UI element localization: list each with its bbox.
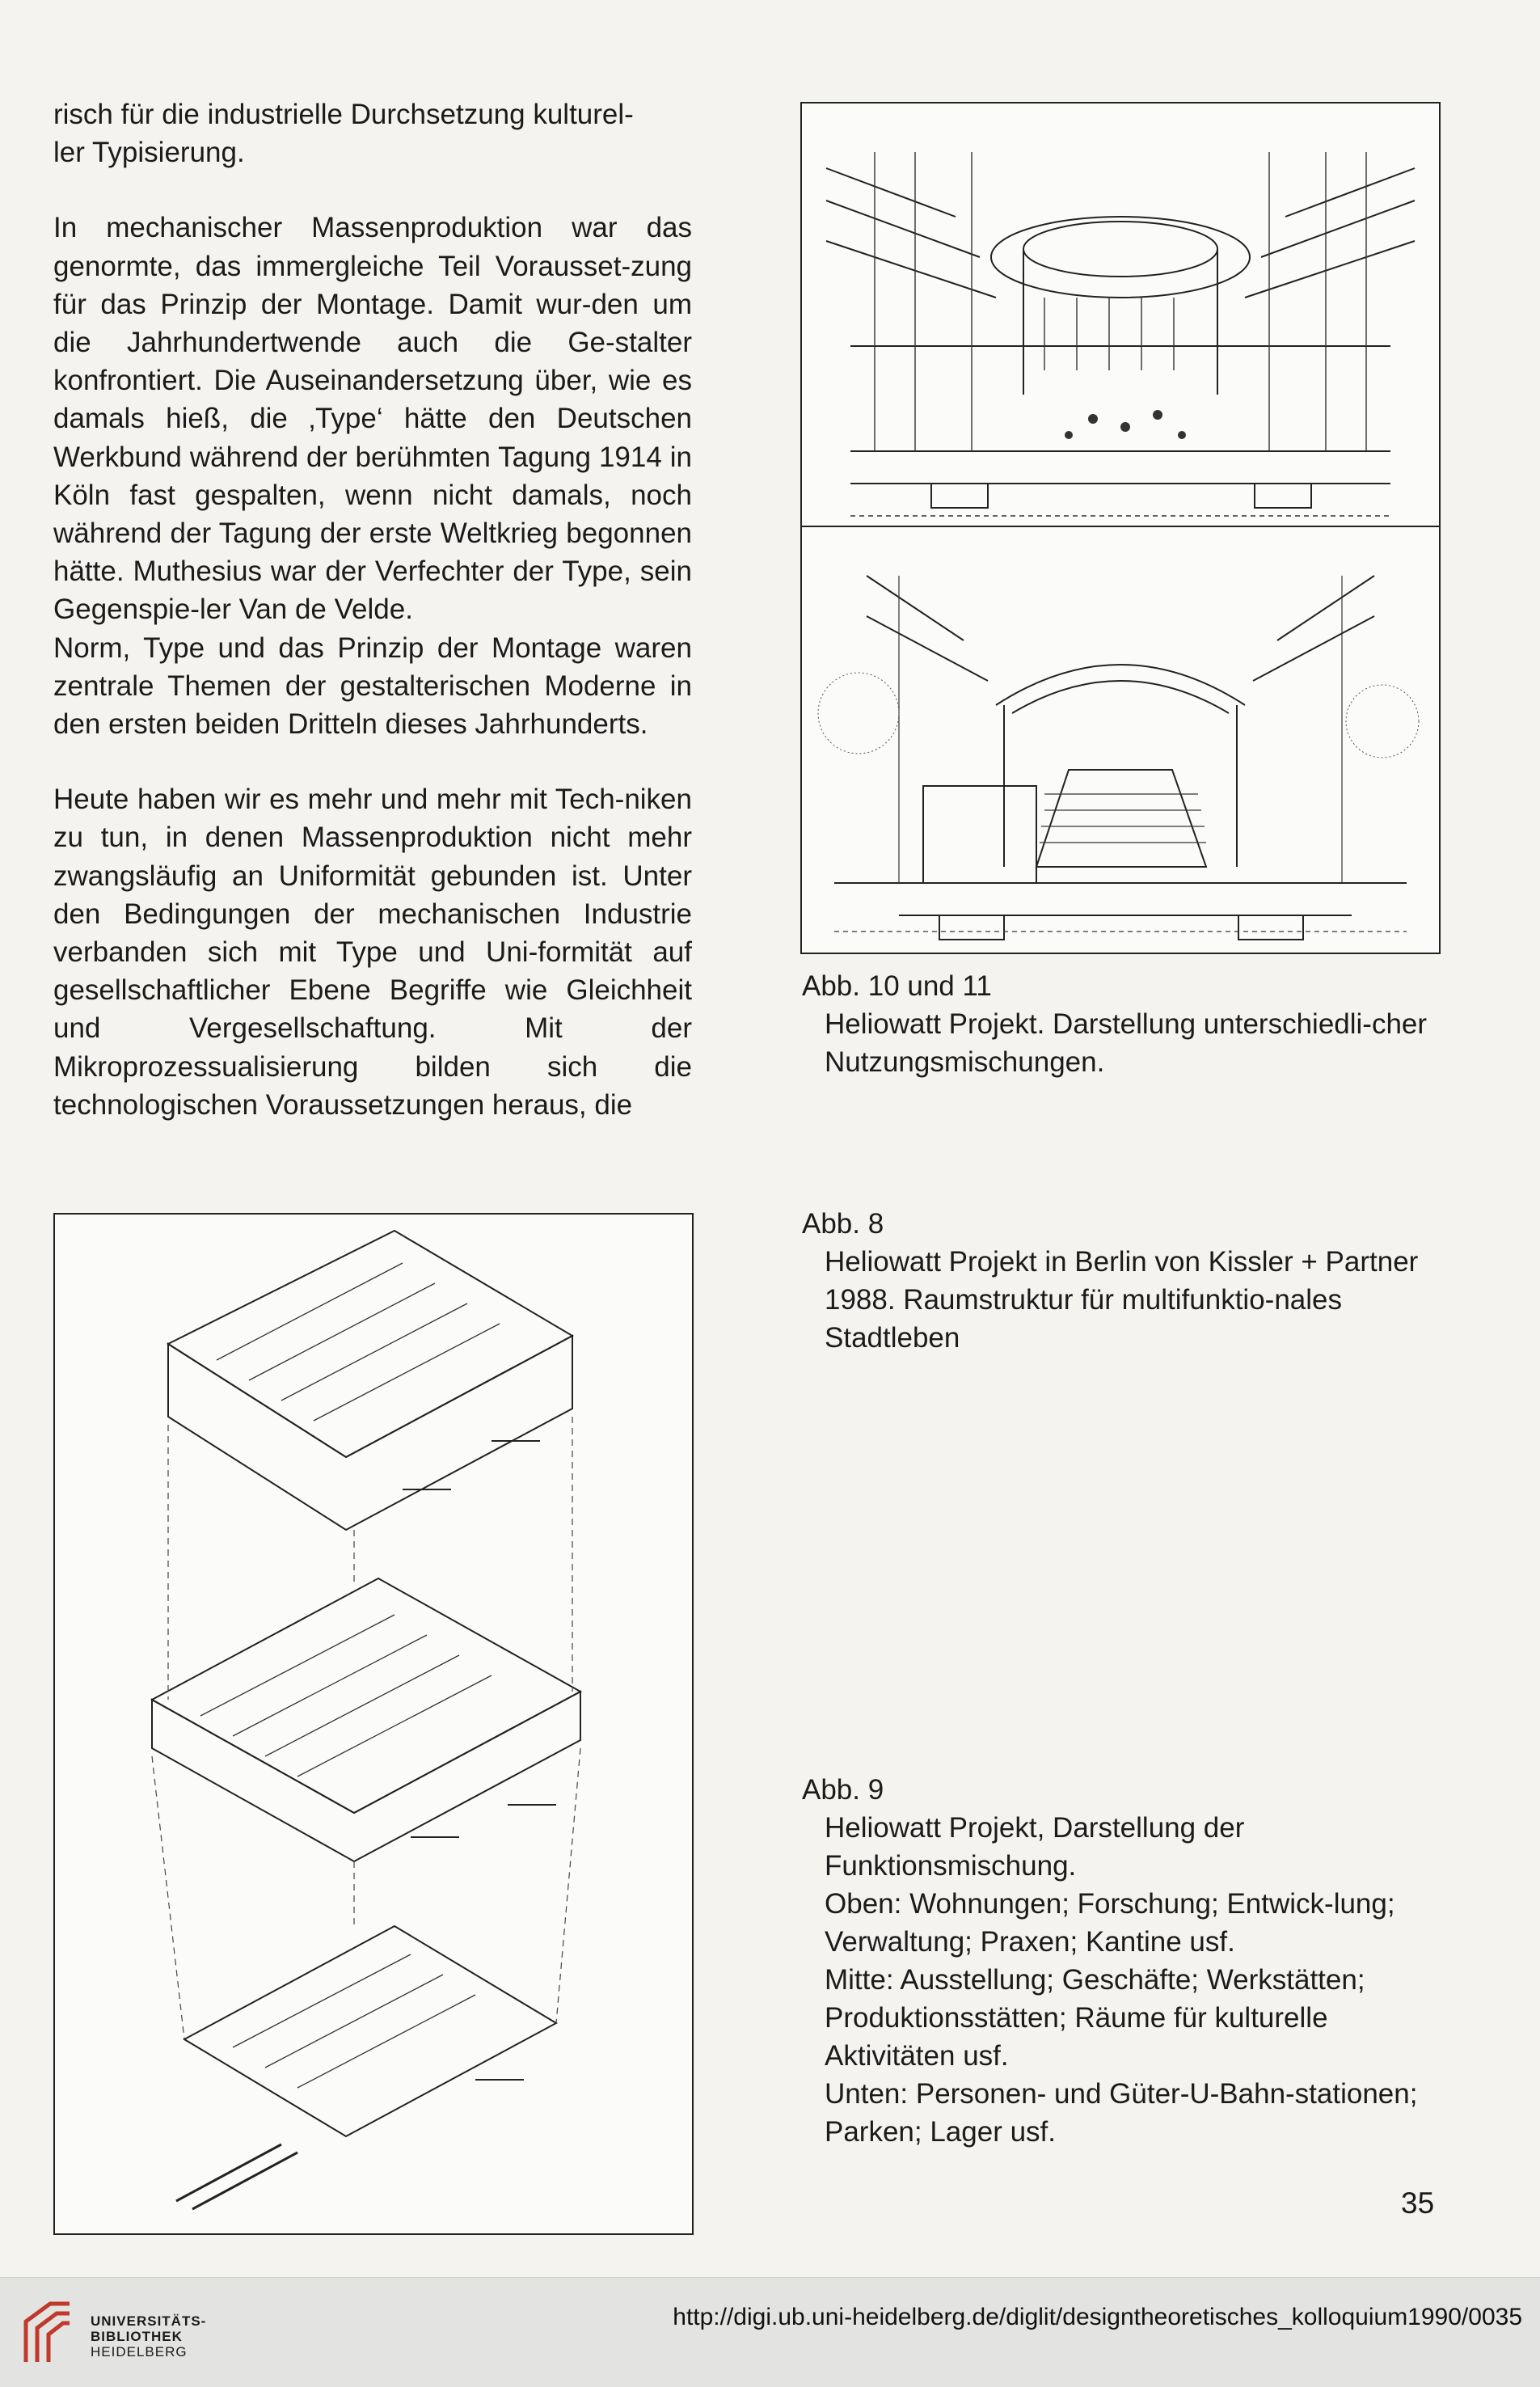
- paragraph-1: risch für die industrielle Durchsetzung kulturel- ler Typisierung.: [53, 99, 634, 169]
- caption-line-1: Heliowatt Projekt, Darstellung der Funktionsmischung.: [825, 1812, 1245, 1882]
- figure-10-section-drawing: [800, 102, 1441, 527]
- body-text-column: [53, 95, 692, 1124]
- paragraph-3: Norm, Type und das Prinzip der Montage waren zentrale Themen der gestalterischen Moderne in den ersten beiden Dritteln dieses Jahrhunderts.: [53, 632, 692, 741]
- paragraph-2: In mechanischer Massenproduktion war das genormte, das immergleiche Teil Vorausset-zung für das Prinzip der Montage. Damit wur-den um die Jahrhundertwende auch die Ge-stalter konfrontiert. Die Auseinandersetzung über, wie es damals hieß, die ‚Type‘ hätte den Deutschen Werkbund während der berühmten Tagung 1914 in Köln fast gespalten, wenn nicht damals, noch während der Tagung der erste Weltkrieg begonnen hätte. Muthesius war der Verfechter der Type, sein Gegenspie-ler Van de Velde.: [53, 212, 692, 626]
- caption-body: Heliowatt Projekt in Berlin von Kissler + Partner 1988. Raumstruktur für multifunktio-nales Stadtleben: [825, 1246, 1419, 1354]
- library-logo-text: [91, 2313, 206, 2360]
- caption-line-2: Oben: Wohnungen; Forschung; Entwick-lung; Verwaltung; Praxen; Kantine usf.: [825, 1888, 1395, 1958]
- caption-body: Heliowatt Projekt. Darstellung unterschiedli-cher Nutzungsmischungen.: [825, 1008, 1428, 1078]
- caption-heading: Abb. 10 und 11: [802, 970, 992, 1002]
- caption-line-4: Unten: Personen- und Güter-U-Bahn-stationen; Parken; Lager usf.: [825, 2078, 1418, 2148]
- axonometric-drawing: [55, 1215, 692, 2233]
- caption-heading: Abb. 8: [802, 1208, 884, 1240]
- section-drawing-top: [802, 104, 1439, 526]
- caption-heading: Abb. 9: [802, 1774, 884, 1806]
- paragraph-4: Heute haben wir es mehr und mehr mit Tech-niken zu tun, in denen Massenproduktion nicht mehr zwangsläufig an Uniformität gebunden ist. Unter den Bedingungen der mechanischen Industrie verbanden sich mit Type und Uni-formität auf gesellschaftlicher Ebene Begriffe wie Gleichheit und Vergesellschaftung. Mit der Mikroprozessualisierung bilden sich die technologischen Voraussetzungen heraus, die: [53, 784, 692, 1121]
- logo-line-2: BIBLIOTHEK: [91, 2329, 183, 2344]
- figure-11-section-drawing: [800, 526, 1441, 954]
- footer-bar: [0, 2277, 1540, 2387]
- caption-abb-9: [802, 1771, 1449, 2151]
- source-url-link[interactable]: http://digi.ub.uni-heidelberg.de/diglit/designtheoretisches_kolloquium1990/0035: [673, 2304, 1522, 2330]
- page-number: 35: [1401, 2186, 1435, 2220]
- logo-line-1: UNIVERSITÄTS-: [91, 2313, 207, 2329]
- figure-9-axonometric-drawing: [53, 1213, 694, 2235]
- logo-line-3: HEIDELBERG: [91, 2344, 188, 2360]
- section-drawing-bottom: [802, 527, 1439, 953]
- caption-line-3: Mitte: Ausstellung; Geschäfte; Werkstätten; Produktionsstätten; Räume für kulturelle Aktivitäten usf.: [825, 1964, 1365, 2072]
- library-logo-icon: [18, 2297, 78, 2368]
- caption-abb-10-11: [802, 967, 1449, 1081]
- caption-abb-8: [802, 1205, 1449, 1357]
